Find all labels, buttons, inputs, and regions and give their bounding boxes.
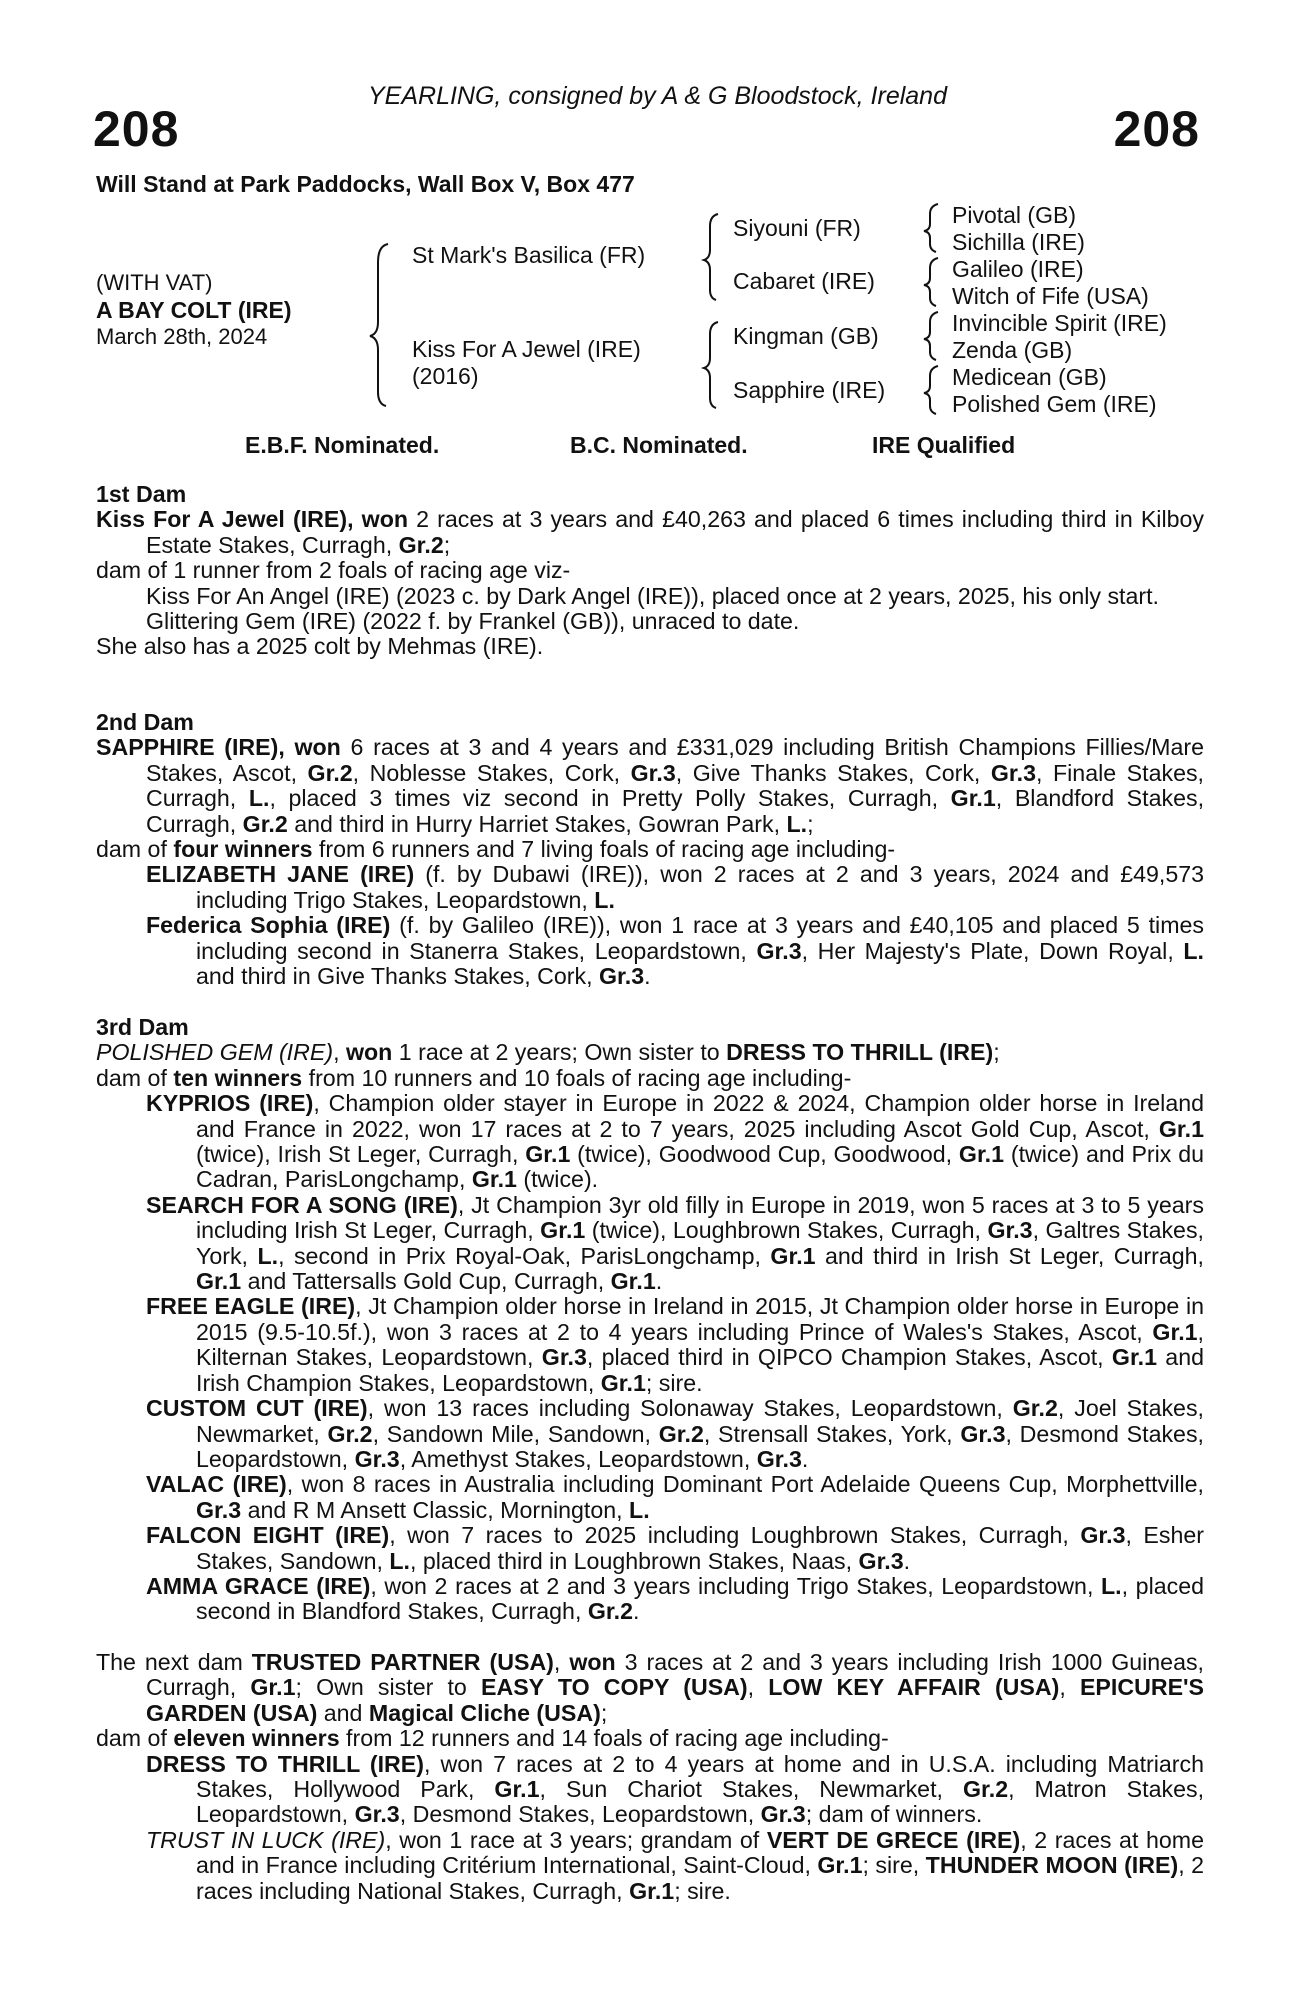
dam-record: POLISHED GEM (IRE), won 1 race at 2 years; Own sister to DRESS TO THRILL (IRE); bbox=[96, 1039, 1000, 1066]
produce-item: AMMA GRACE (IRE), won 2 races at 2 and 3 years including Trigo Stakes, Leopardstown, L., placed second in Blandford Stakes, Curragh, Gr.2. bbox=[146, 1572, 1205, 1625]
g3-bracket-1 bbox=[924, 204, 938, 252]
g3-bracket-2 bbox=[924, 258, 938, 306]
produce-summary: dam of 1 runner from 2 foals of racing age viz- bbox=[96, 557, 571, 584]
g3-bracket-4 bbox=[924, 366, 938, 414]
third-dam-section bbox=[96, 1015, 1204, 1625]
stand-location: Will Stand at Park Paddocks, Wall Box V, Box 477 bbox=[96, 171, 635, 197]
sire-sire: Siyouni (FR) bbox=[733, 215, 861, 241]
dam-record: The next dam TRUSTED PARTNER (USA), won 3 races at 2 and 3 years including Irish 1000 Guineas, Curragh, Gr.1; Own sister to EASY TO COPY (USA), LOW KEY AFFAIR (USA), EPICURE'S GARDEN (USA) and Magical Cliche (USA); bbox=[96, 1649, 1205, 1726]
horse-name: A BAY COLT (IRE) bbox=[96, 297, 292, 323]
first-dam-section bbox=[96, 482, 1204, 660]
bc-nominated: B.C. Nominated. bbox=[570, 432, 748, 458]
sire-dam: Cabaret (IRE) bbox=[733, 268, 875, 294]
g3-ancestor: Polished Gem (IRE) bbox=[952, 391, 1157, 417]
dam-dam: Sapphire (IRE) bbox=[733, 377, 886, 403]
main-bracket bbox=[370, 244, 388, 406]
g3-bracket-3 bbox=[924, 312, 938, 360]
dam-record: Kiss For A Jewel (IRE), won 2 races at 3 years and £40,263 and placed 6 times including third in Kilboy Estate Stakes, Curragh, Gr.2; bbox=[96, 506, 1204, 558]
produce-note: She also has a 2025 colt by Mehmas (IRE). bbox=[96, 633, 544, 660]
pedigree-brackets bbox=[0, 0, 1315, 430]
g3-ancestor: Invincible Spirit (IRE) bbox=[952, 310, 1167, 336]
sire-bracket bbox=[704, 214, 718, 300]
produce-item: Kiss For An Angel (IRE) (2023 c. by Dark Angel (IRE)), placed once at 2 years, 2025, his only start. bbox=[146, 582, 1159, 609]
produce-item: FREE EAGLE (IRE), Jt Champion older horse in Ireland in 2015, Jt Champion older horse in Europe in 2015 (9.5-10.5f.), won 3 races at 2 to 4 years including Prince of Wales's Stakes, Ascot, Gr.1, Kilternan Stakes, Leopardstown, Gr.3, placed third in QIPCO Champion Stakes, Ascot, Gr.1 and Irish Champion Stakes, Leopardstown, Gr.1; sire. bbox=[146, 1293, 1204, 1396]
produce-item: SEARCH FOR A SONG (IRE), Jt Champion 3yr old filly in Europe in 2019, won 5 races at 3 to 5 years including Irish St Leger, Curragh, Gr.1 (twice), Loughbrown Stakes, Curragh, Gr.3, Galtres Stakes, York, L., second in Prix Royal-Oak, ParisLongchamp, Gr.1 and third in Irish St Leger, Curragh, Gr.1 and Tattersalls Gold Cup, Curragh, Gr.1. bbox=[146, 1191, 1204, 1295]
g3-ancestor: Galileo (IRE) bbox=[952, 256, 1084, 282]
ebf-nominated: E.B.F. Nominated. bbox=[245, 432, 440, 458]
ire-qualified: IRE Qualified bbox=[872, 432, 1016, 458]
lot-number-left: 208 bbox=[93, 101, 180, 157]
dam: Kiss For A Jewel (IRE) bbox=[412, 336, 641, 362]
foaling-date: March 28th, 2024 bbox=[96, 324, 268, 349]
g3-ancestor: Sichilla (IRE) bbox=[952, 229, 1085, 255]
produce-summary: dam of four winners from 6 runners and 7 living foals of racing age including- bbox=[96, 836, 896, 863]
produce-item: Federica Sophia (IRE) (f. by Galileo (IRE)), won 1 race at 3 years and £40,105 and placed 5 times including second in Stanerra Stakes, Leopardstown, Gr.3, Her Majesty's Plate, Down Royal, L. and third in Give Thanks Stakes, Cork, Gr.3. bbox=[146, 912, 1204, 990]
sire: St Mark's Basilica (FR) bbox=[412, 242, 646, 268]
dam-bracket bbox=[704, 322, 718, 408]
section-heading: 2nd Dam bbox=[96, 709, 194, 735]
g3-ancestor: Witch of Fife (USA) bbox=[952, 283, 1149, 309]
dam-sire: Kingman (GB) bbox=[733, 323, 879, 349]
produce-item: CUSTOM CUT (IRE), won 13 races including Solonaway Stakes, Leopardstown, Gr.2, Joel Stakes, Newmarket, Gr.2, Sandown Mile, Sandown, Gr.2, Strensall Stakes, York, Gr.3, Desmond Stakes, Leopardstown, Gr.3, Amethyst Stakes, Leopardstown, Gr.3. bbox=[146, 1395, 1204, 1472]
section-heading: 3rd Dam bbox=[96, 1014, 189, 1040]
section-heading: 1st Dam bbox=[96, 481, 187, 507]
dam-record: SAPPHIRE (IRE), won 6 races at 3 and 4 years and £331,029 including British Champions Fillies/Mare Stakes, Ascot, Gr.2, Noblesse Stakes, Cork, Gr.3, Give Thanks Stakes, Cork, Gr.3, Finale Stakes, Curragh, L., placed 3 times viz second in Pretty Polly Stakes, Curragh, Gr.1, Blandford Stakes, Curragh, Gr.2 and third in Hurry Harriet Stakes, Gowran Park, L.; bbox=[96, 734, 1205, 837]
dam-year: (2016) bbox=[412, 363, 479, 389]
dam-name: Kiss For A Jewel (IRE) bbox=[96, 506, 348, 533]
g3-ancestor: Pivotal (GB) bbox=[952, 202, 1076, 228]
lot-number-right: 208 bbox=[1113, 101, 1200, 157]
dam-name: SAPPHIRE (IRE) bbox=[96, 734, 279, 761]
produce-item: FALCON EIGHT (IRE), won 7 races to 2025 including Loughbrown Stakes, Curragh, Gr.3, Esher Stakes, Sandown, L., placed third in Loughbrown Stakes, Naas, Gr.3. bbox=[146, 1522, 1204, 1574]
produce-item: TRUST IN LUCK (IRE), won 1 race at 3 years; grandam of VERT DE GRECE (IRE), 2 races at home and in France including Critérium International, Saint-Cloud, Gr.1; sire, THUNDER MOON (IRE), 2 races including National Stakes, Curragh, Gr.1; sire. bbox=[146, 1826, 1204, 1904]
produce-item: VALAC (IRE), won 8 races in Australia including Dominant Port Adelaide Queens Cup, Morphettville, Gr.3 and R M Ansett Classic, Mornington, L. bbox=[146, 1471, 1204, 1523]
next-dam-section bbox=[96, 1650, 1204, 1904]
produce-summary: dam of eleven winners from 12 runners and 14 foals of racing age including- bbox=[96, 1725, 889, 1752]
dam-name: TRUSTED PARTNER (USA) bbox=[251, 1649, 554, 1675]
second-dam-section bbox=[96, 710, 1204, 989]
produce-item: ELIZABETH JANE (IRE) (f. by Dubawi (IRE)), won 2 races at 2 and 3 years, 2024 and £49,573 including Trigo Stakes, Leopardstown, L. bbox=[146, 861, 1205, 913]
g3-ancestor: Zenda (GB) bbox=[952, 337, 1073, 363]
g3-ancestor: Medicean (GB) bbox=[952, 364, 1107, 390]
produce-item: Glittering Gem (IRE) (2022 f. by Frankel (GB)), unraced to date. bbox=[146, 608, 800, 635]
vat-note: (WITH VAT) bbox=[96, 270, 213, 295]
produce-item: DRESS TO THRILL (IRE), won 7 races at 2 to 4 years at home and in U.S.A. including Matriarch Stakes, Hollywood Park, Gr.1, Sun Chariot Stakes, Newmarket, Gr.2, Matron Stakes, Leopardstown, Gr.3, Desmond Stakes, Leopardstown, Gr.3; dam of winners. bbox=[146, 1750, 1205, 1828]
produce-item: KYPRIOS (IRE), Champion older stayer in Europe in 2022 & 2024, Champion older horse in Ireland and France in 2022, won 17 races at 2 to 7 years, 2025 including Ascot Gold Cup, Ascot, Gr.1 (twice), Irish St Leger, Curragh, Gr.1 (twice), Goodwood Cup, Goodwood, Gr.1 (twice) and Prix du Cadran, ParisLongchamp, Gr.1 (twice). bbox=[146, 1090, 1205, 1193]
sale-subtitle: YEARLING, consigned by A & G Bloodstock, Ireland bbox=[368, 82, 947, 110]
produce-summary: dam of ten winners from 10 runners and 10 foals of racing age including- bbox=[96, 1064, 852, 1091]
dam-name: POLISHED GEM (IRE) bbox=[96, 1039, 334, 1066]
